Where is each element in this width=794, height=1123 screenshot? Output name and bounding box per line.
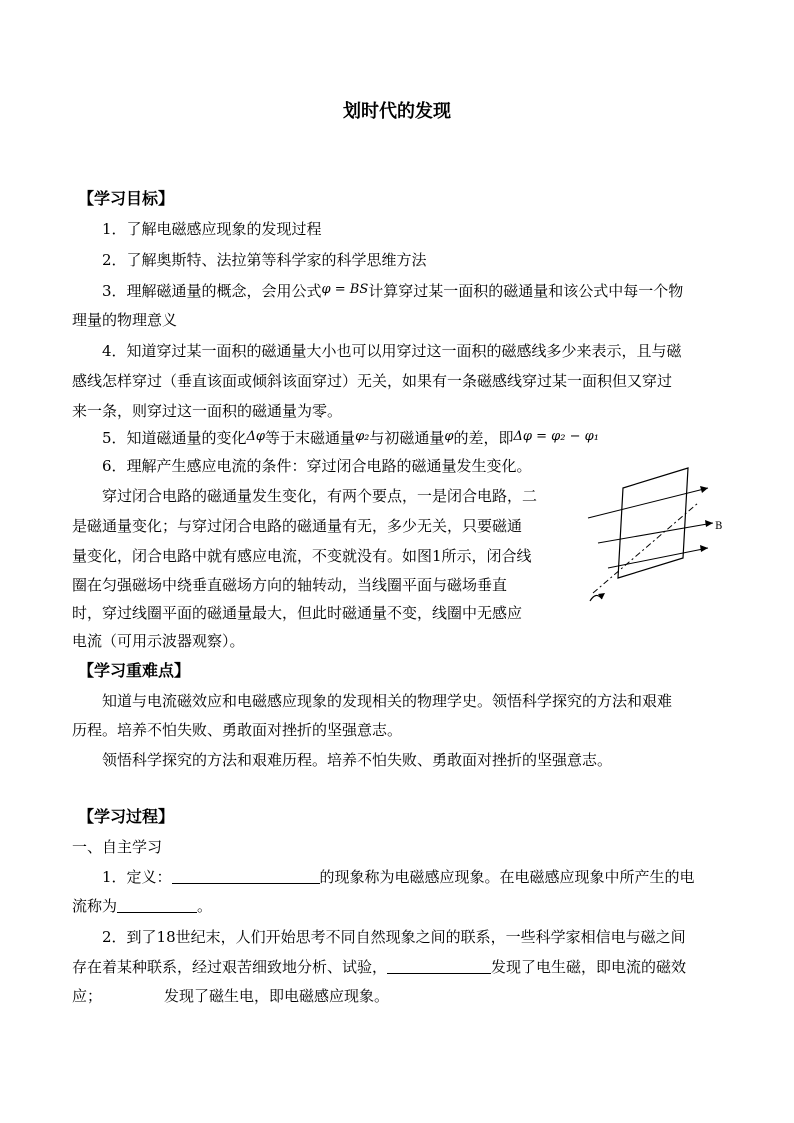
objective-5-text-c: 与初磁通量 — [369, 429, 445, 447]
objective-5 — [102, 426, 599, 449]
coil-loop — [618, 468, 688, 578]
field-arrow-2 — [705, 520, 713, 527]
question-1-label: 1．定义： — [102, 868, 172, 886]
key-points-line-2: 历程。培养不怕失败、勇敢面对挫折的坚强意志。 — [72, 721, 403, 739]
field-line-2 — [598, 523, 713, 543]
objective-1: 1．了解电磁感应现象的发现过程 — [102, 220, 322, 238]
question-2-text-b: 存在着某种联系，经过艰苦细致地分析、试验， — [72, 958, 388, 976]
field-arrow-3 — [700, 545, 708, 552]
answer-blank-1[interactable] — [172, 867, 320, 884]
explain-line-3: 量变化，闭合电路中就有感应电流，不变就没有。如图1所示，闭合线 — [72, 547, 532, 565]
formula-phi1: φ — [444, 429, 454, 444]
objective-3 — [102, 279, 683, 302]
explain-line-5: 时，穿过线圈平面的磁通量最大，但此时磁通量不变，线圈中无感应 — [72, 604, 523, 622]
process-heading: 【学习过程】 — [78, 807, 175, 826]
question-1-text: 的现象称为电磁感应现象。在电磁感应现象中所产生的电 — [319, 868, 695, 886]
explain-line-1: 穿过闭合电路的磁通量发生变化，有两个要点，一是闭合电路，二 — [102, 487, 538, 505]
question-2-cont-2 — [72, 985, 389, 1007]
self-study-subheading: 一、自主学习 — [72, 838, 163, 856]
key-points-heading: 【学习重难点】 — [78, 661, 191, 680]
field-arrow-1 — [700, 486, 708, 493]
objective-3-text-b: 计算穿过某一面积的磁通量和该公式中每一个物 — [368, 282, 684, 300]
objective-2: 2．了解奥斯特、法拉第等科学家的科学思维方法 — [102, 251, 427, 269]
rotation-axis — [593, 503, 698, 593]
question-2-cont-1 — [72, 956, 686, 978]
coil-figure — [578, 463, 728, 613]
question-1-cont — [72, 895, 212, 917]
explain-line-6: 电流（可用示波器观察）。 — [72, 632, 245, 650]
formula-phi-bs: φ = BS — [321, 282, 369, 297]
question-1-text-c: 流称为 — [72, 897, 118, 915]
explain-line-4: 圈在匀强磁场中绕垂直磁场方向的轴转动，当线圈平面与磁场垂直 — [72, 576, 508, 594]
formula-phi2: φ₂ — [355, 429, 370, 444]
question-1 — [102, 866, 695, 888]
key-points-line-3: 领悟科学探究的方法和艰难历程。培养不怕失败、勇敢面对挫折的坚强意志。 — [102, 751, 613, 769]
formula-delta-phi: Δφ — [246, 429, 266, 444]
question-2-text-c: 发现了电生磁，即电流的磁效 — [491, 958, 687, 976]
answer-blank-3[interactable] — [387, 957, 491, 974]
answer-blank-2[interactable] — [117, 896, 197, 913]
objective-5-text-d: 的差，即 — [453, 429, 514, 447]
question-2-text-d: 应； — [72, 987, 103, 1005]
key-points-line-1: 知道与电流磁效应和电磁感应现象的发现相关的物理学史。领悟科学探究的方法和艰难 — [102, 692, 673, 710]
objective-5-text-b: 等于末磁通量 — [265, 429, 356, 447]
coil-diagram — [578, 463, 728, 613]
formula-delta-phi-diff: Δφ = φ₂ − φ₁ — [513, 429, 599, 444]
question-1-text-d: 。 — [197, 897, 213, 915]
objective-3-text-a: 3．理解磁通量的概念，会用公式 — [102, 282, 322, 300]
objective-3-cont: 理量的物理意义 — [72, 311, 178, 329]
objective-6: 6．理解产生感应电流的条件：穿过闭合电路的磁通量发生变化。 — [102, 457, 532, 475]
question-2-text-e: 发现了磁生电，即电磁感应现象。 — [164, 987, 390, 1005]
field-line-1 — [588, 488, 708, 518]
field-line-3 — [608, 548, 708, 568]
question-2: 2．到了18世纪末，人们开始思考不同自然现象之间的联系，一些科学家相信电与磁之间 — [102, 928, 686, 946]
explain-line-2: 是磁通量变化；与穿过闭合电路的磁通量有无，多少无关，只要磁通 — [72, 517, 523, 535]
page-title: 划时代的发现 — [343, 101, 451, 122]
objective-4: 4．知道穿过某一面积的磁通量大小也可以用穿过这一面积的磁感线多少来表示，且与磁 — [102, 342, 682, 360]
objective-5-text-a: 5．知道磁通量的变化 — [102, 429, 247, 447]
objective-4-cont-1: 感线怎样穿过（垂直该面或倾斜该面穿过）无关，如果有一条磁感线穿过某一面积但又穿过 — [72, 372, 673, 390]
field-label-b: B — [715, 521, 723, 532]
objective-4-cont-2: 来一条，则穿过这一面积的磁通量为零。 — [72, 402, 343, 420]
objectives-heading: 【学习目标】 — [78, 189, 175, 208]
